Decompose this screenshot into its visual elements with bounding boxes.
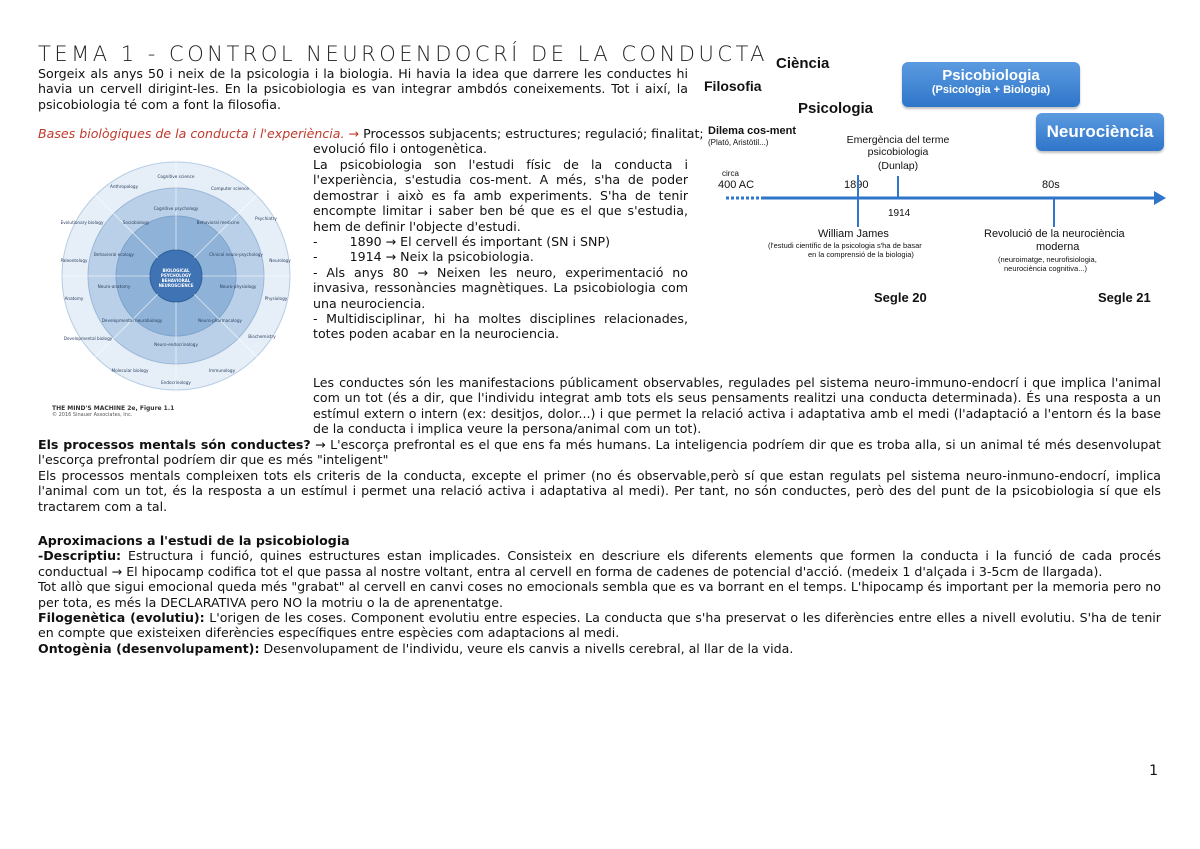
descriptiu-paragraph [38, 548, 1161, 579]
descriptiu-label: -Descriptiu: [38, 548, 122, 564]
neurociencia-box: Neurociència [1036, 113, 1164, 151]
svg-text:Psychiatry: Psychiatry [255, 216, 277, 221]
processos-question: Els processos mentals són conductes? [38, 437, 311, 452]
revolucio-subtitle-1: (neuroimatge, neurofisiologia, [998, 255, 1097, 264]
svg-text:Neuro-pharmacology: Neuro-pharmacology [197, 318, 243, 323]
svg-text:BEHAVIORAL: BEHAVIORAL [161, 278, 191, 283]
ontogenia-label: Ontogènia (desenvolupament): [38, 640, 260, 656]
filogenetica-label: Filogenètica (evolutiu): [38, 610, 205, 626]
timeline-diagram [698, 52, 1173, 310]
svg-text:Behavioral ecology: Behavioral ecology [94, 252, 134, 257]
page-title: TEMA 1 - CONTROL NEUROENDOCRÍ DE LA CONDUCTA [38, 42, 769, 66]
dilema-subtitle: (Plató, Aristòtil...) [708, 138, 769, 147]
svg-text:Cognitive psychology: Cognitive psychology [153, 206, 199, 211]
svg-text:Computer science: Computer science [211, 186, 249, 191]
svg-text:Behavioral medicine: Behavioral medicine [196, 220, 240, 225]
svg-text:Sociobiology: Sociobiology [122, 220, 150, 225]
bases-line2: evolució filo i ontogenètica. [313, 141, 488, 156]
revolucio-label-1: Revolució de la neurociència [984, 228, 1125, 240]
svg-text:NEUROSCIENCE: NEUROSCIENCE [158, 283, 194, 288]
year-1890: 1890 [844, 179, 869, 191]
revolucio-subtitle-2: neurociència cognitiva...) [1004, 264, 1087, 273]
dunlap-label: (Dunlap) [877, 160, 919, 172]
ontogenia-text: Desenvolupament de l'individu, veure els canvis a nivells cerebral, al llar de la vida. [259, 640, 794, 656]
james-subtitle-2: en la comprensió de la biologia) [808, 250, 914, 259]
bases-heading: Bases biològiques de la conducta i l'experiència. → [38, 126, 360, 141]
svg-text:Developmental biology: Developmental biology [63, 336, 113, 341]
filosofia-label: Filosofia [704, 78, 762, 94]
svg-text:Neurology: Neurology [269, 258, 291, 263]
conductes-paragraph: Les conductes són les manifestacions públicament observables, regulades pel sistema neuro-immuno-endocrí i que implica l'animal com un tot (és a dir, que l'individu integrat amb tots els seus pensaments realitzi una conducta determinada). És una resposta a un estímul extern o intern (ex: desitjos, dolor...) i que permet la relació activa i adaptativa amb el medi (l'adaptació a l'entorn és la base de la conducta i implica veure la persona/animal com un tot). [313, 375, 1161, 437]
svg-text:Neuro-anatomy: Neuro-anatomy [97, 284, 131, 289]
psicobiologia-title: Psicobiologia [942, 67, 1040, 84]
emergencia-label: Emergència del terme psicobiologia [846, 134, 950, 158]
segle21-label: Segle 21 [1098, 290, 1151, 305]
svg-text:Cognitive science: Cognitive science [157, 174, 195, 179]
descriptiu-text: Estructura i funció, quines estructures estan implicades. Consisteix en descriure els diferents elements que formen la conducta i la funció de cada procés conductual → El hipocamp codifica tot el que passa al nostre voltant, entra al cervell en forma de cadenes de potencial d'acció. (medeix 1 d'alçada i 3-5cm de llargada). [38, 548, 1161, 579]
list-item: - Multidisciplinar, hi ha moltes disciplines relacionades, totes poden acabar en la neurociencia. [313, 311, 688, 342]
year-80s: 80s [1042, 179, 1060, 191]
svg-text:Anthropology: Anthropology [109, 184, 139, 189]
psicobiologia-subtitle: (Psicologia + Biologia) [931, 84, 1051, 96]
list-item: - Als anys 80 → Neixen les neuro, experimentació no invasiva, ressonàncies magnètiques. La psicobiologia com una neurociencia. [313, 264, 688, 311]
svg-text:Clinical neuro-psychology: Clinical neuro-psychology [209, 252, 263, 257]
bases-description: La psicobiologia son l'estudi físic de la conducta i l'experiència, s'estudia cos-ment. A més, s'ha de poder demostrar i això es fa amb experiments. S'ha de tenir encompte limitar i saber ben bé que es el que s'estudia, hem de definir l'objecte d'estudi. [313, 157, 688, 234]
wheel-caption: THE MIND'S MACHINE 2e, Figure 1.1 [52, 405, 175, 412]
svg-text:Immunology: Immunology [208, 368, 236, 373]
svg-text:Developmental neurobiology: Developmental neurobiology [101, 318, 163, 323]
processos-section [38, 437, 1161, 514]
filogenetica-text: L'origen de les coses. Component evolutiu entre especies. La conducta que s'ha preservat o les diferències entre elles a nivell evolutiu. S'ha de tenir en compte que existeixen diferències específiques entre espècies com adaptacions al medi. [38, 610, 1161, 641]
circa-label: circa [722, 169, 739, 178]
processos-answer: → L'escorça prefrontal es el que ens fa més humans. La inteligencia podríem dir que es troba alla, si un animal té més desenvolupat l'escorça prefrontal podríem dir que es més "inteligent" [38, 437, 1161, 468]
segle20-label: Segle 20 [874, 290, 927, 305]
revolucio-label-2: moderna [1036, 241, 1080, 253]
list-item: - 1890 → El cervell és important (SN i SNP) [313, 234, 610, 250]
james-subtitle-1: (l'estudi científic de la psicologia s'ha de basar [768, 241, 922, 250]
aproximacions-section [38, 533, 1161, 656]
svg-text:Neuro-physiology: Neuro-physiology [219, 284, 257, 289]
year-400ac: 400 AC [718, 179, 755, 191]
page-number: 1 [1149, 763, 1158, 779]
svg-text:Anatomy: Anatomy [64, 296, 84, 301]
svg-text:Endocrinology: Endocrinology [161, 380, 191, 385]
list-item: - 1914 → Neix la psicobiologia. [313, 249, 534, 265]
emocional-paragraph: Tot allò que sigui emocional queda més "grabat" al cervell en canvi coses no emocionals sembla que es va borrant en el temps. L'hipocamp és important per la memoria pero no per tota, es més la DECLARATIVA pero NO la motriu o la de aprenentatge. [38, 579, 1161, 610]
intro-paragraph: Sorgeix als anys 50 i neix de la psicologia i la biologia. Hi havia la idea que darrere les conductes hi havia un cervell dirigint-les. En la psicobiologia es van integrar ambdós coneixements. Tot i així, la psicobiologia té com a font la filosofia. [38, 66, 688, 112]
svg-text:PSYCHOLOGY: PSYCHOLOGY [160, 273, 192, 278]
bases-heading-line [38, 126, 704, 141]
wheel-copyright: © 2016 Sinauer Associates, Inc. [52, 412, 133, 418]
bases-list [313, 234, 688, 342]
processos-paragraph-2: Els processos mentals compleixen tots els criteris de la conducta, excepte el primer (no és observable,però sí que estan regulats pel sistema neuro-inmuno-endocrí, implica l'animal com un tot, és la resposta a un estímul i permet una relació activa i adaptativa al medi). Per tant, no són conductes, però des del punt de la psicobiologia sí que els tractarem com a tal. [38, 467, 1161, 514]
year-1914: 1914 [888, 208, 911, 219]
bases-heading-rest: Processos subjacents; estructures; regulació; finalitat; [359, 126, 704, 141]
timeline-axis [698, 52, 1173, 310]
svg-text:BIOLOGICAL: BIOLOGICAL [162, 268, 190, 273]
processos-paragraph-1 [38, 437, 1161, 468]
svg-text:Physiology: Physiology [264, 296, 288, 301]
svg-text:Evolutionary biology: Evolutionary biology [60, 220, 104, 225]
bases-paragraph [313, 157, 688, 342]
svg-text:Paleontology: Paleontology [60, 258, 88, 263]
disciplines-wheel-figure [52, 158, 304, 416]
dilema-label: Dilema cos-ment [708, 125, 797, 137]
svg-text:Molecular biology: Molecular biology [111, 368, 149, 373]
psicologia-label: Psicologia [798, 100, 874, 117]
ontogenia-paragraph [38, 641, 1161, 656]
ciencia-label: Ciència [776, 55, 830, 72]
svg-text:Biochemistry: Biochemistry [248, 334, 276, 339]
aproximacions-heading: Aproximacions a l'estudi de la psicobiologia [38, 533, 350, 548]
james-label: William James [818, 228, 889, 240]
disciplines-wheel [52, 158, 304, 416]
svg-text:Neuro-endocrinology: Neuro-endocrinology [154, 342, 198, 347]
filogenetica-paragraph [38, 610, 1161, 641]
